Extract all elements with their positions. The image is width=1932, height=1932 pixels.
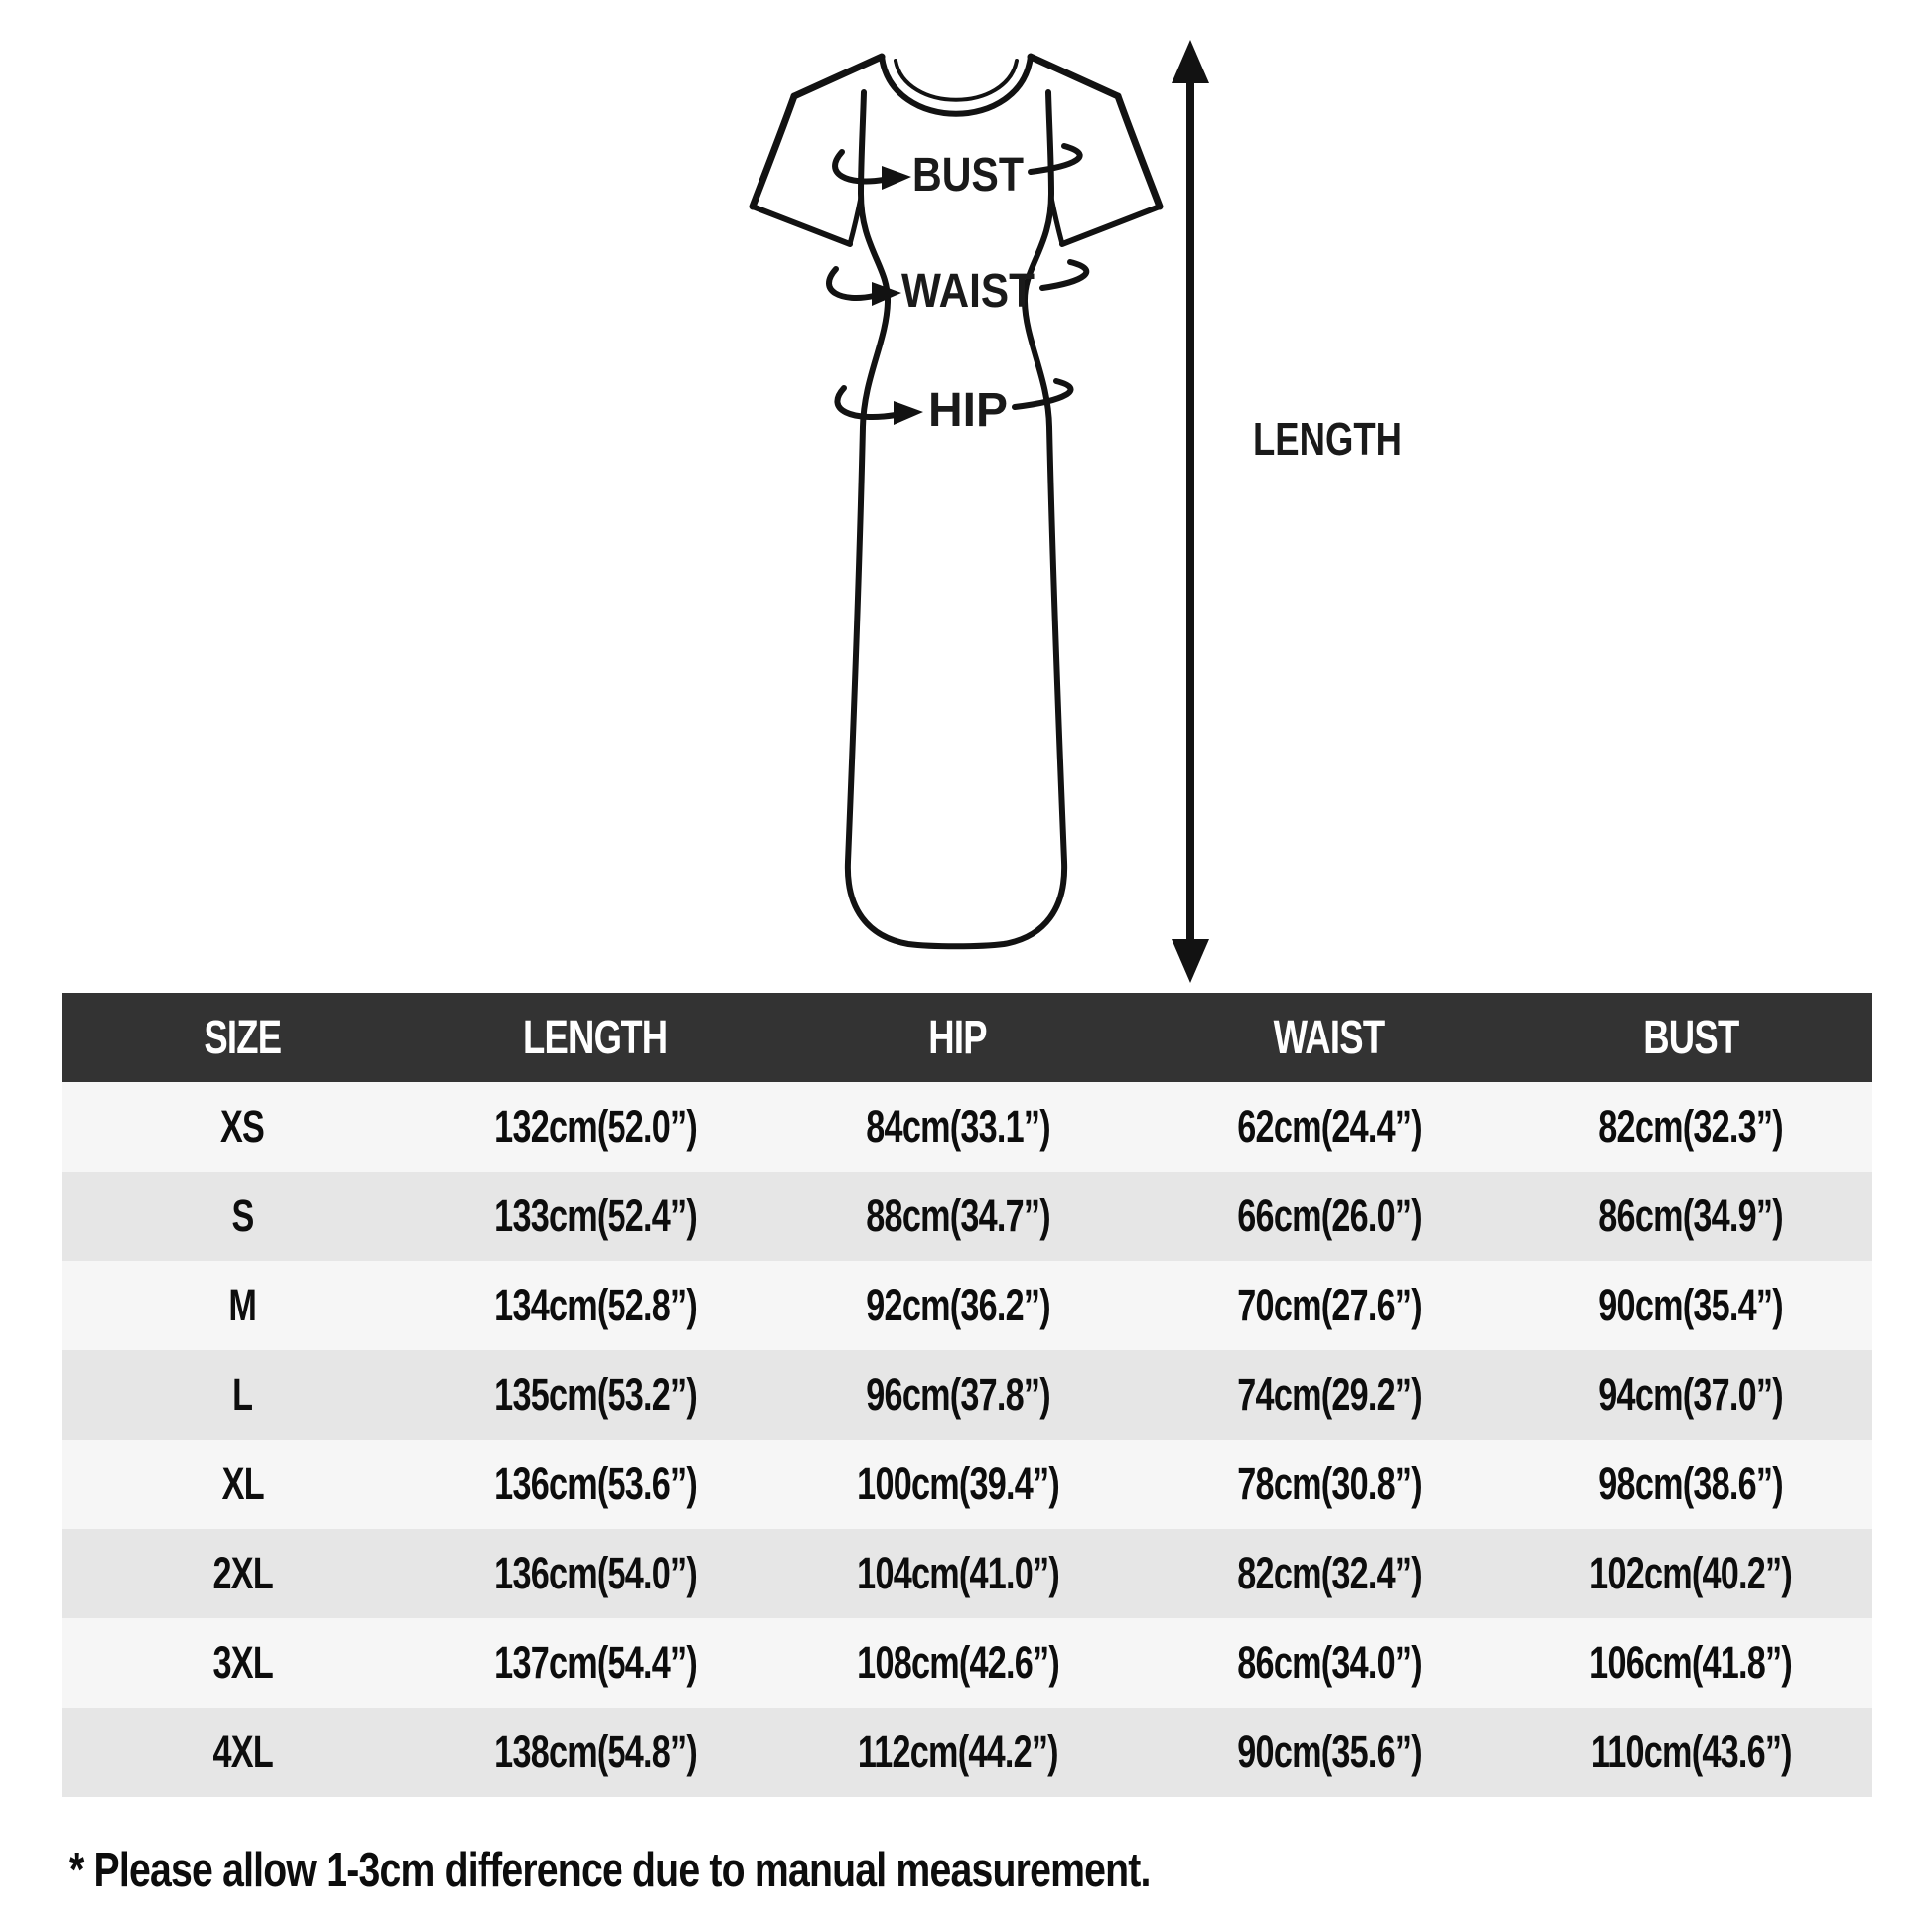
hip-cell: 108cm(42.6”) — [856, 1637, 1059, 1688]
size-cell: XL — [221, 1458, 264, 1509]
bust-cell: 86cm(34.9”) — [1598, 1190, 1784, 1241]
waist-annotation — [829, 262, 1086, 318]
waist-cell: 62cm(24.4”) — [1236, 1101, 1422, 1152]
bust-label: BUST — [912, 149, 1024, 202]
bust-cell: 98cm(38.6”) — [1598, 1458, 1784, 1509]
row-m — [62, 1261, 1872, 1350]
hip-cell: 104cm(41.0”) — [856, 1548, 1059, 1598]
header-waist: WAIST — [1273, 1011, 1385, 1064]
dress-collar — [882, 57, 1031, 114]
size-cell: L — [232, 1369, 253, 1420]
bust-arrow-icon — [882, 166, 911, 190]
length-arrow-up-icon — [1172, 40, 1209, 83]
length-cell: 133cm(52.4”) — [494, 1190, 697, 1241]
hip-label: HIP — [928, 384, 1008, 437]
measurement-note: * Please allow 1-3cm difference due to manual measurement. — [69, 1844, 1151, 1897]
row-s — [62, 1172, 1872, 1261]
length-cell: 138cm(54.8”) — [494, 1726, 697, 1777]
hip-annotation — [837, 381, 1070, 437]
row-l — [62, 1350, 1872, 1440]
waist-cell: 86cm(34.0”) — [1236, 1637, 1422, 1688]
waist-cell: 66cm(26.0”) — [1236, 1190, 1422, 1241]
table-body — [62, 1082, 1872, 1797]
length-arrow-down-icon — [1172, 939, 1209, 983]
bust-cell: 94cm(37.0”) — [1598, 1369, 1784, 1420]
size-cell: XS — [220, 1101, 265, 1152]
bust-cell: 106cm(41.8”) — [1589, 1637, 1793, 1688]
dress-right-sleeve — [1051, 96, 1160, 244]
hip-cell: 84cm(33.1”) — [866, 1101, 1050, 1152]
size-cell: 3XL — [212, 1637, 273, 1688]
row-3xl — [62, 1618, 1872, 1708]
length-cell: 137cm(54.4”) — [494, 1637, 697, 1688]
length-arrow — [1172, 40, 1209, 983]
size-cell: M — [228, 1280, 257, 1330]
waist-cell: 90cm(35.6”) — [1236, 1726, 1422, 1777]
dress-left-shoulder — [794, 57, 882, 96]
row-xl — [62, 1440, 1872, 1529]
bust-cell: 110cm(43.6”) — [1590, 1726, 1792, 1777]
bust-annotation — [835, 146, 1080, 202]
size-cell: 4XL — [212, 1726, 273, 1777]
length-cell: 135cm(53.2”) — [494, 1369, 697, 1420]
waist-cell: 82cm(32.4”) — [1236, 1548, 1422, 1598]
header-bust: BUST — [1643, 1011, 1739, 1064]
bust-cell: 82cm(32.3”) — [1598, 1101, 1784, 1152]
size-cell: 2XL — [212, 1548, 273, 1598]
header-hip: HIP — [928, 1011, 988, 1064]
hip-cell: 112cm(44.2”) — [857, 1726, 1058, 1777]
row-2xl — [62, 1529, 1872, 1618]
size-table — [62, 993, 1872, 1797]
waist-cell: 70cm(27.6”) — [1236, 1280, 1422, 1330]
dress-right-shoulder — [1031, 57, 1118, 96]
hip-arrow-icon — [894, 401, 923, 425]
dress-left-sleeve — [753, 96, 861, 244]
bust-cell: 102cm(40.2”) — [1589, 1548, 1793, 1598]
size-cell: S — [231, 1190, 254, 1241]
waist-cell: 78cm(30.8”) — [1236, 1458, 1422, 1509]
hip-cell: 88cm(34.7”) — [866, 1190, 1050, 1241]
length-cell: 134cm(52.8”) — [494, 1280, 697, 1330]
header-size: SIZE — [204, 1011, 282, 1064]
row-xs — [62, 1082, 1872, 1172]
hip-cell: 92cm(36.2”) — [866, 1280, 1050, 1330]
header-length: LENGTH — [523, 1011, 668, 1064]
waist-label: WAIST — [901, 265, 1035, 318]
length-cell: 132cm(52.0”) — [494, 1101, 697, 1152]
hip-cell: 96cm(37.8”) — [866, 1369, 1050, 1420]
row-4xl — [62, 1708, 1872, 1797]
hip-cell: 100cm(39.4”) — [856, 1458, 1059, 1509]
length-cell: 136cm(53.6”) — [494, 1458, 697, 1509]
bust-cell: 90cm(35.4”) — [1598, 1280, 1784, 1330]
dress-body-outline — [848, 92, 1064, 946]
length-cell: 136cm(54.0”) — [494, 1548, 697, 1598]
waist-cell: 74cm(29.2”) — [1236, 1369, 1422, 1420]
length-label: LENGTH — [1253, 413, 1402, 465]
table-header-row — [62, 993, 1872, 1082]
